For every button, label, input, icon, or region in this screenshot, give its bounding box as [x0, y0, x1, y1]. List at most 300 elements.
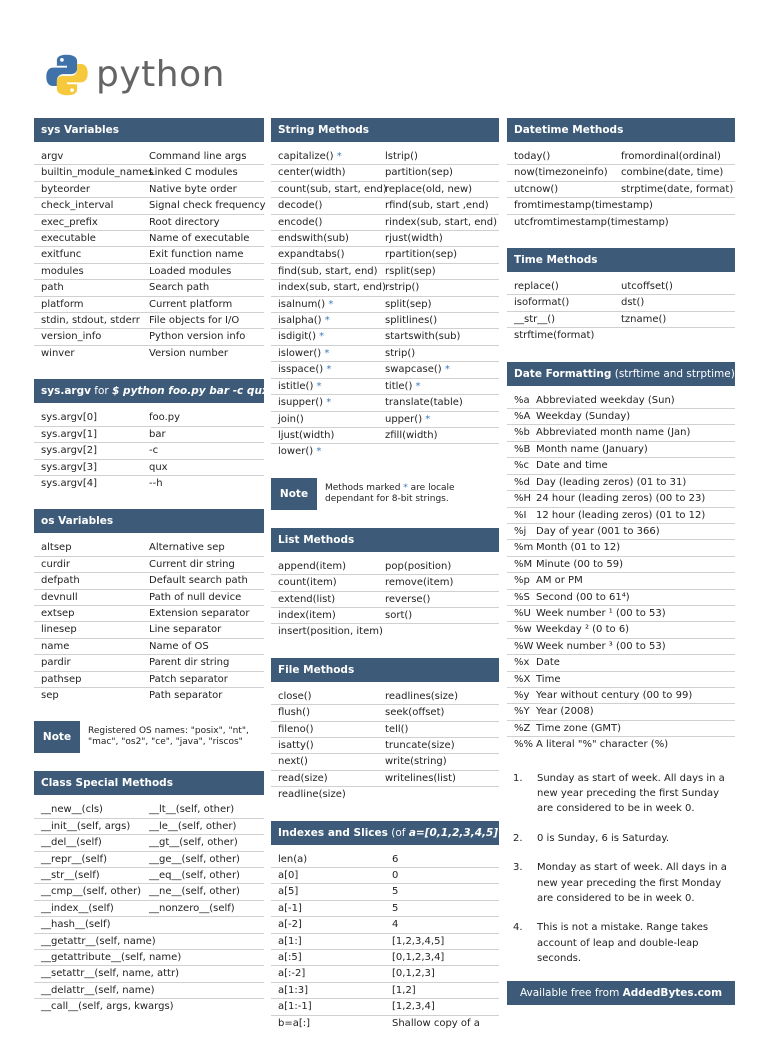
table-row: [34, 443, 264, 459]
row-value: 4: [392, 919, 399, 931]
method-left: [278, 215, 385, 230]
row-key: extsep: [41, 607, 75, 619]
row-key: sys.argv[1]: [41, 428, 98, 440]
table-row: [271, 362, 499, 378]
row-key: %S: [514, 591, 530, 603]
date-formatting-section: [507, 362, 735, 753]
row-key: a[-1]: [278, 902, 302, 914]
row-key: __init__(self, args): [41, 820, 131, 832]
method-left: [278, 165, 385, 180]
row-key: %b: [514, 427, 530, 439]
table-row: [507, 622, 735, 638]
row-key: %Z: [514, 722, 531, 734]
table-row: [507, 672, 735, 688]
footnotes: [507, 771, 735, 967]
table-row: [34, 427, 264, 443]
row-value: dst(): [621, 297, 645, 309]
method-left: [278, 329, 385, 344]
sys-argv-table: [34, 403, 264, 491]
method-right: [385, 149, 499, 164]
note-tag: Note: [34, 721, 80, 753]
indexes-slices-section: [271, 821, 503, 1031]
footnote-number: 1.: [513, 772, 523, 784]
row-key: %W: [514, 640, 534, 652]
row-value: Version number: [149, 347, 228, 359]
string-methods-table: [271, 142, 499, 460]
row-value: tell(): [385, 723, 409, 735]
row-key: a[-2]: [278, 919, 302, 931]
footnote-text: This is not a mistake. Range takes account of leap and double-leap seconds.: [537, 922, 709, 965]
row-key: %H: [514, 493, 532, 505]
table-row: [507, 573, 735, 589]
table-row: [271, 966, 499, 982]
row-key: winver: [41, 347, 75, 359]
row-key: index(item): [278, 609, 336, 621]
table-row: [34, 313, 264, 329]
row-value: utcoffset(): [621, 281, 673, 293]
row-value: Line separator: [149, 624, 222, 636]
row-key: %m: [514, 542, 534, 554]
row-value: Alternative sep: [149, 542, 225, 554]
method-name: endswith(sub): [278, 233, 349, 245]
row-value: write(string): [385, 756, 447, 768]
row-value: foo.py: [149, 412, 181, 424]
row-key: %d: [514, 476, 530, 488]
method-right: [385, 329, 499, 344]
list-methods-section: [271, 528, 499, 640]
table-row: [34, 198, 264, 214]
row-key: a[:-2]: [278, 968, 306, 980]
row-value: __gt__(self, other): [149, 837, 238, 849]
locale-marker: *: [324, 347, 330, 359]
row-value: 12 hour (leading zeros) (01 to 12): [536, 509, 706, 521]
locale-marker: *: [326, 364, 332, 376]
row-key: a[5]: [278, 886, 299, 898]
table-row: [271, 297, 499, 313]
table-row: [507, 312, 735, 328]
table-row: [271, 999, 499, 1015]
row-value: __ne__(self, other): [149, 886, 240, 898]
method-name: splitlines(): [385, 315, 438, 327]
table-row: [507, 149, 735, 165]
method-name: strip(): [385, 347, 416, 359]
row-value: remove(item): [385, 577, 454, 589]
footnote: [507, 860, 735, 906]
row-value: Extension separator: [149, 607, 250, 619]
row-value: Name of executable: [149, 233, 250, 245]
table-row: [507, 215, 735, 230]
row-key: __new__(cls): [41, 804, 103, 816]
table-row: [507, 279, 735, 295]
method-right: [385, 198, 499, 213]
method-right: [385, 379, 499, 394]
method-name: split(sep): [385, 298, 432, 310]
table-row: [271, 444, 499, 459]
locale-marker: *: [328, 298, 334, 310]
row-value: Shallow copy of a: [392, 1017, 480, 1029]
section-header: Time Methods: [507, 248, 735, 272]
table-row: [507, 491, 735, 507]
row-value: Path separator: [149, 689, 223, 701]
row-key: builtin_module_names: [41, 167, 154, 179]
locale-marker: *: [316, 446, 322, 458]
method-name: swapcase(): [385, 364, 442, 376]
row-key: close(): [278, 690, 312, 702]
method-right: [385, 231, 499, 246]
row-value: AM or PM: [536, 575, 583, 587]
row-value: __eq__(self, other): [149, 870, 240, 881]
row-key: __repr__(self): [41, 853, 107, 865]
locale-marker: *: [316, 380, 322, 392]
table-row: [507, 425, 735, 441]
sys-variables-section: [34, 118, 264, 361]
row-key: pardir: [41, 657, 71, 669]
footnote-number: 3.: [513, 862, 523, 874]
locale-marker: *: [336, 151, 342, 162]
table-row: [507, 704, 735, 720]
method-right: [385, 247, 499, 262]
method-name: zfill(width): [385, 429, 438, 441]
row-value: Exit function name: [149, 249, 244, 261]
method-right: [385, 215, 499, 230]
brand-name: python: [96, 54, 225, 95]
row-value: Day (leading zeros) (01 to 31): [536, 476, 687, 488]
table-row: [34, 557, 264, 573]
row-key: defpath: [41, 575, 80, 587]
table-row: [271, 689, 499, 705]
table-row: [271, 624, 499, 639]
table-row: [34, 540, 264, 556]
method-name: rpartition(sep): [385, 249, 458, 261]
table-row: [34, 149, 264, 165]
table-row: [271, 950, 499, 966]
row-value: [621, 215, 735, 230]
row-value: [149, 934, 264, 949]
row-key: sep: [41, 689, 59, 701]
row-key: __cmp__(self, other): [41, 886, 142, 898]
row-key: altsep: [41, 542, 72, 554]
method-name: translate(table): [385, 397, 463, 409]
table-row: [34, 901, 264, 917]
method-left: [278, 297, 385, 312]
site-link[interactable]: AddedBytes.com: [622, 986, 723, 999]
row-key: %B: [514, 443, 531, 455]
python-snake-icon: [44, 52, 90, 98]
table-row: [507, 182, 735, 198]
table-row: [34, 215, 264, 231]
table-row: [271, 559, 499, 575]
row-value: __lt__(self, other): [149, 804, 235, 816]
table-row: [34, 622, 264, 638]
method-name: islower(): [278, 347, 322, 359]
method-name: upper(): [385, 413, 423, 425]
method-name: replace(old, new): [385, 183, 473, 195]
table-row: [34, 182, 264, 198]
table-row: [34, 983, 264, 999]
row-key: linesep: [41, 624, 77, 636]
method-name: istitle(): [278, 380, 314, 392]
footnote-number: 4.: [513, 922, 523, 934]
row-value: Week number ¹ (00 to 53): [536, 607, 666, 619]
row-key: __call__(self, args, kwargs): [41, 1001, 174, 1013]
row-key: pathsep: [41, 673, 82, 685]
table-row: [34, 868, 264, 884]
python-logo: [44, 52, 225, 98]
method-left: [278, 313, 385, 328]
locale-marker: *: [324, 315, 330, 327]
row-key: utcnow(): [514, 183, 559, 195]
table-row: [271, 592, 499, 608]
method-name: lower(): [278, 446, 314, 458]
row-value: 5: [392, 902, 399, 914]
table-row: [34, 966, 264, 982]
row-key: __getattr__(self, name): [41, 935, 156, 947]
row-value: Root directory: [149, 216, 220, 228]
locale-marker: *: [425, 413, 431, 425]
row-value: Month name (January): [536, 443, 648, 455]
row-key: a[0]: [278, 870, 299, 881]
method-left: [278, 149, 385, 164]
locale-marker: *: [415, 380, 421, 392]
table-row: [271, 231, 499, 247]
method-left: [278, 412, 385, 427]
row-key: b=a[:]: [278, 1017, 311, 1029]
row-value: Current dir string: [149, 558, 235, 570]
section-header: Indexes and Slices (of a=[0,1,2,3,4,5]): [271, 821, 499, 845]
row-value: Linked C modules: [149, 167, 238, 179]
row-value: __ge__(self, other): [149, 853, 240, 865]
row-value: Python version info: [149, 331, 246, 343]
row-value: seek(offset): [385, 707, 445, 719]
row-key: %X: [514, 673, 531, 685]
row-value: [149, 999, 264, 1014]
row-key: __delattr__(self, name): [41, 984, 155, 996]
section-header: File Methods: [271, 658, 499, 682]
table-row: [34, 247, 264, 263]
os-note: [34, 721, 264, 753]
row-key: count(item): [278, 577, 337, 589]
row-key: %y: [514, 689, 530, 701]
row-value: Date: [536, 657, 560, 669]
table-row: [34, 835, 264, 851]
method-right: [385, 165, 499, 180]
row-value: Weekday ² (0 to 6): [536, 624, 630, 636]
table-row: [507, 590, 735, 606]
table-row: [271, 379, 499, 395]
row-value: Minute (00 to 59): [536, 558, 623, 570]
section-header: Class Special Methods: [34, 771, 264, 795]
table-row: [271, 771, 499, 787]
class-special-methods-section: [34, 771, 264, 1014]
row-key: executable: [41, 233, 96, 245]
table-row: [507, 737, 735, 752]
row-key: stdin, stdout, stderr: [41, 315, 140, 327]
table-row: [271, 738, 499, 754]
table-row: [271, 247, 499, 263]
row-key: %x: [514, 657, 530, 669]
row-key: fileno(): [278, 723, 314, 735]
table-row: [271, 868, 499, 884]
table-row: [271, 884, 499, 900]
method-name: decode(): [278, 200, 323, 212]
table-row: [507, 198, 735, 214]
method-name: rstrip(): [385, 282, 420, 294]
table-row: [271, 852, 499, 868]
row-key: %j: [514, 525, 527, 537]
row-key: byteorder: [41, 183, 91, 195]
file-methods-table: [271, 682, 499, 803]
table-row: [507, 639, 735, 655]
method-name: expandtabs(): [278, 249, 345, 261]
table-row: [34, 802, 264, 818]
row-value: -c: [149, 445, 159, 457]
file-methods-section: [271, 658, 499, 803]
table-row: [271, 182, 499, 198]
table-row: [271, 722, 499, 738]
os-variables-section: [34, 509, 264, 703]
row-key: exec_prefix: [41, 216, 98, 228]
row-key: isoformat(): [514, 297, 570, 309]
table-row: [507, 458, 735, 474]
row-value: Patch separator: [149, 673, 228, 685]
row-key: exitfunc: [41, 249, 82, 261]
method-right: [385, 264, 499, 279]
row-key: __str__(self): [41, 870, 100, 881]
section-header: sys Variables: [34, 118, 264, 142]
table-row: [34, 950, 264, 966]
row-value: [149, 983, 264, 998]
method-right: [385, 182, 499, 197]
table-row: [34, 573, 264, 589]
row-value: sort(): [385, 609, 413, 621]
table-row: [34, 165, 264, 181]
row-key: a[1:-1]: [278, 1001, 312, 1013]
row-value: Loaded modules: [149, 265, 232, 277]
row-value: pop(position): [385, 560, 452, 572]
row-key: replace(): [514, 281, 559, 293]
table-row: [271, 395, 499, 411]
method-left: [278, 346, 385, 361]
method-name: lstrip(): [385, 151, 418, 162]
section-header: String Methods: [271, 118, 499, 142]
footnote-text: Sunday as start of week. All days in a new year preceding the first Sunday are considered to be in week 0.: [537, 772, 725, 815]
table-row: [34, 819, 264, 835]
method-right: [385, 362, 499, 377]
row-value: fromordinal(ordinal): [621, 151, 721, 162]
row-value: Time: [536, 673, 561, 685]
table-row: [34, 672, 264, 688]
table-row: [271, 934, 499, 950]
row-key: __getattribute__(self, name): [41, 952, 182, 964]
method-left: [278, 362, 385, 377]
os-variables-table: [34, 533, 264, 703]
row-value: Year without century (00 to 99): [536, 689, 693, 701]
row-key: a[1:3]: [278, 984, 309, 996]
row-key: %U: [514, 607, 531, 619]
row-value: strptime(date, format): [621, 183, 734, 195]
table-row: [271, 901, 499, 917]
row-value: combine(date, time): [621, 167, 724, 179]
footer-banner[interactable]: Available free from AddedBytes.com: [507, 981, 735, 1005]
row-key: append(item): [278, 560, 347, 572]
row-key: readline(size): [278, 789, 346, 801]
row-key: flush(): [278, 707, 310, 719]
table-row: [507, 688, 735, 704]
table-row: [507, 295, 735, 311]
section-header: os Variables: [34, 509, 264, 533]
row-value: [149, 917, 264, 932]
datetime-methods-section: [507, 118, 735, 230]
row-value: qux: [149, 461, 168, 473]
table-row: [507, 442, 735, 458]
table-row: [34, 476, 264, 491]
row-key: now(timezoneinfo): [514, 167, 608, 179]
method-left: [278, 182, 385, 197]
row-key: %%: [514, 739, 534, 751]
table-row: [34, 410, 264, 426]
table-row: [507, 524, 735, 540]
row-value: A literal "%" character (%): [536, 739, 669, 751]
row-value: [149, 950, 264, 965]
row-key: utcfromtimestamp(timestamp): [514, 216, 669, 228]
method-right: [385, 428, 499, 443]
table-row: [34, 639, 264, 655]
row-value: truncate(size): [385, 739, 455, 751]
table-row: [271, 280, 499, 296]
table-row: [271, 575, 499, 591]
row-value: [0,1,2,3]: [392, 968, 435, 980]
method-left: [278, 395, 385, 410]
table-row: [507, 328, 735, 343]
sys-argv-section: [34, 379, 289, 491]
table-row: [271, 149, 499, 165]
table-row: [271, 165, 499, 181]
method-name: index(sub, start, end): [278, 282, 386, 294]
table-row: [34, 917, 264, 933]
method-left: [278, 231, 385, 246]
row-key: name: [41, 640, 70, 652]
locale-marker: *: [326, 397, 332, 409]
row-value: writelines(list): [385, 772, 456, 784]
row-key: isatty(): [278, 739, 314, 751]
row-key: sys.argv[4]: [41, 477, 98, 489]
table-row: [34, 280, 264, 296]
footnote: [507, 920, 735, 966]
table-row: [271, 705, 499, 721]
table-row: [34, 460, 264, 476]
table-row: [271, 329, 499, 345]
table-row: [271, 754, 499, 770]
row-value: reverse(): [385, 593, 431, 605]
locale-marker: *: [444, 364, 450, 376]
row-value: [1,2,3,4,5]: [392, 935, 445, 947]
table-row: [507, 165, 735, 181]
column-middle: [271, 118, 503, 1049]
table-row: [34, 590, 264, 606]
string-methods-section: [271, 118, 499, 460]
indexes-slices-table: [271, 845, 499, 1031]
row-key: __hash__(self): [41, 919, 111, 931]
row-key: today(): [514, 151, 551, 162]
footnote: [507, 831, 735, 846]
method-right: [385, 412, 499, 427]
row-key: __setattr__(self, name, attr): [41, 968, 179, 980]
method-left: [278, 247, 385, 262]
row-key: argv: [41, 151, 64, 162]
table-row: [271, 983, 499, 999]
row-key: sys.argv[2]: [41, 445, 98, 457]
row-key: curdir: [41, 558, 71, 570]
